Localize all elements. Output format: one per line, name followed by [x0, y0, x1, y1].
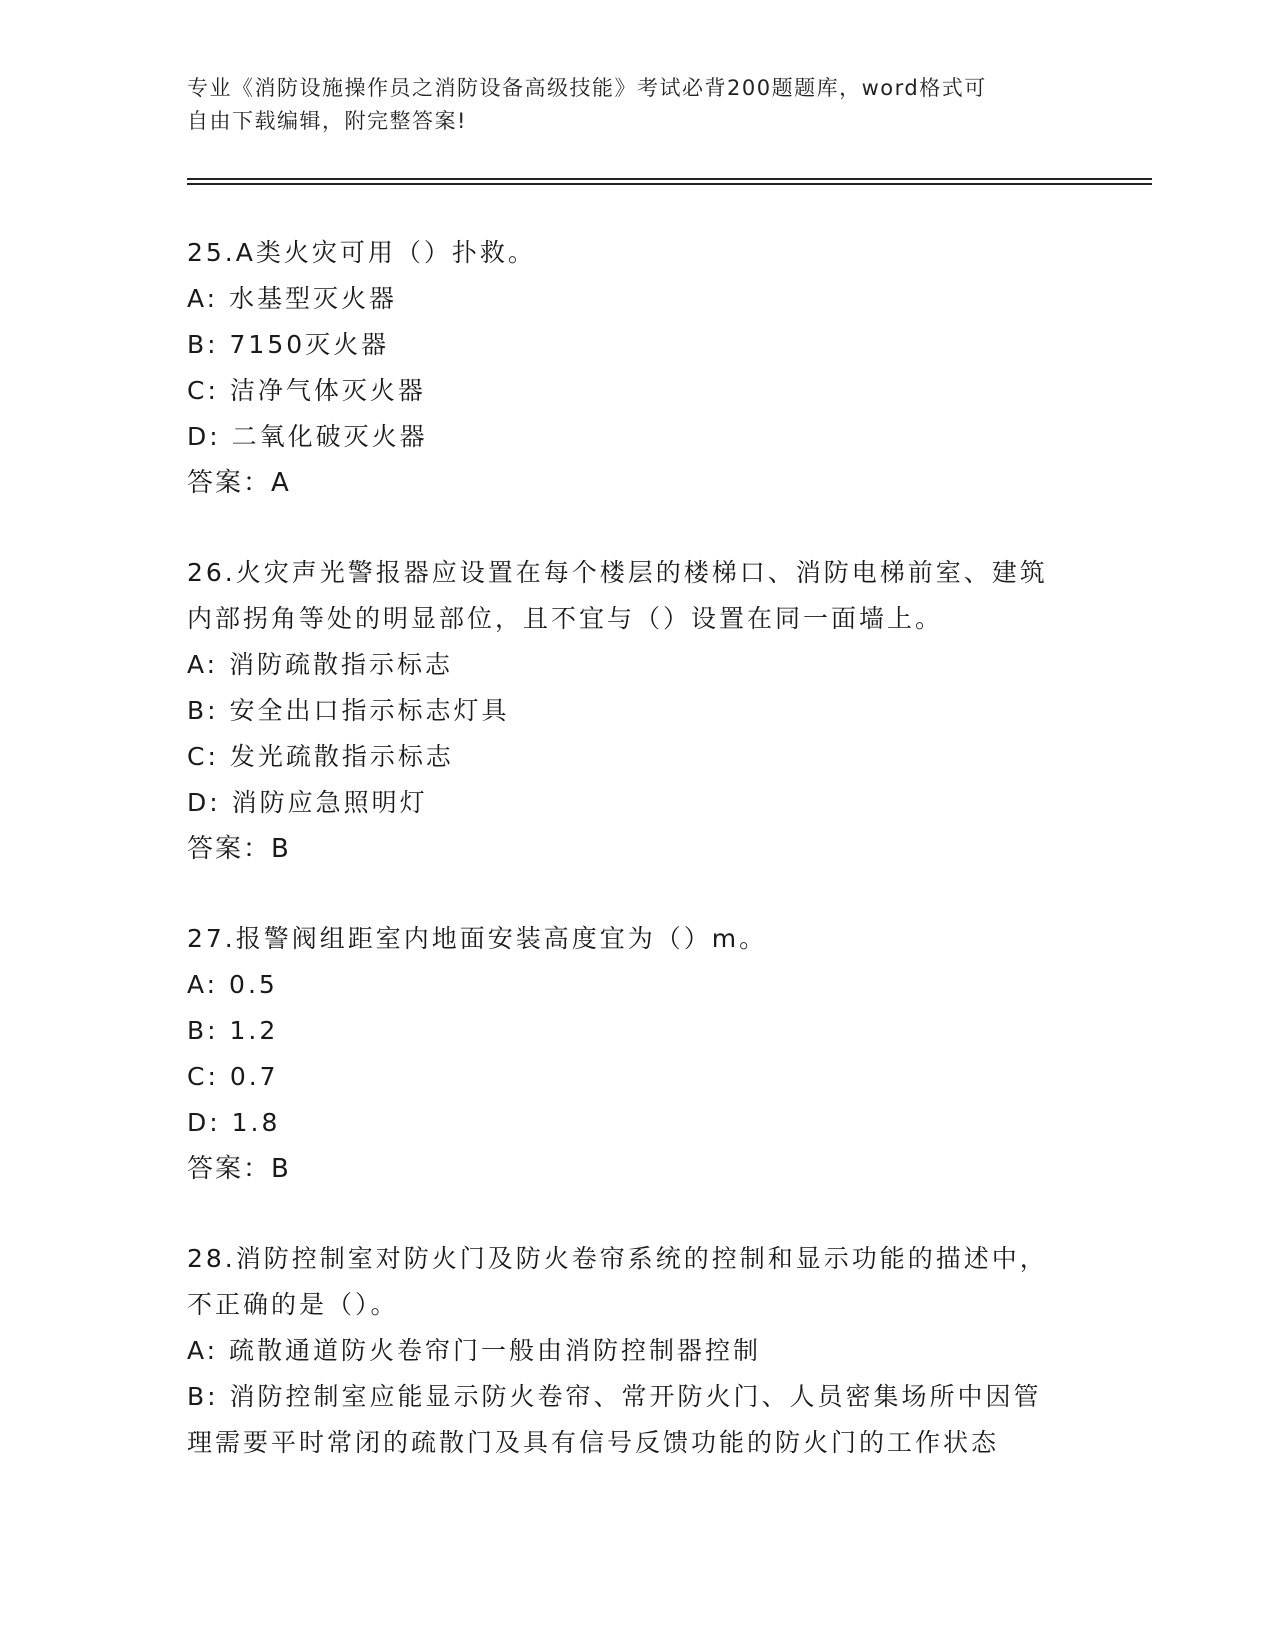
- answer-option: C: 发光疏散指示标志: [187, 742, 454, 771]
- answer-option: A: 水基型灭火器: [187, 284, 398, 313]
- answer-option: C: 0.7: [187, 1062, 279, 1091]
- question-stem: 不正确的是（）。: [187, 1290, 399, 1319]
- question-block: [187, 1236, 1087, 1466]
- header-line-2: 自由下载编辑，附完整答案!: [187, 109, 467, 133]
- answer-option: A: 0.5: [187, 970, 278, 999]
- answer-option: D: 1.8: [187, 1108, 281, 1137]
- question-stem: 27.报警阀组距室内地面安装高度宜为（）m。: [187, 924, 768, 953]
- question-block: [187, 230, 1087, 506]
- question-stem: 28.消防控制室对防火门及防火卷帘系统的控制和显示功能的描述中，: [187, 1244, 1048, 1273]
- answer-option: A: 疏散通道防火卷帘门一般由消防控制器控制: [187, 1336, 762, 1365]
- answer-option: A: 消防疏散指示标志: [187, 650, 454, 679]
- answer-option: B: 安全出口指示标志灯具: [187, 696, 510, 725]
- question-stem: 25.A类火灾可用（）扑救。: [187, 238, 536, 267]
- answer-key: 答案：A: [187, 468, 291, 498]
- header-line-1: 专业《消防设施操作员之消防设备高级技能》考试必背200题题库，word格式可: [187, 76, 987, 100]
- answer-option: 理需要平时常闭的疏散门及具有信号反馈功能的防火门的工作状态: [187, 1428, 1000, 1457]
- question-block: [187, 916, 1087, 1192]
- answer-option: C: 洁净气体灭火器: [187, 376, 426, 405]
- question-list: [187, 230, 1087, 1510]
- question-block: [187, 550, 1087, 872]
- answer-option: B: 消防控制室应能显示防火卷帘、常开防火门、人员密集场所中因管: [187, 1382, 1042, 1411]
- answer-option: B: 1.2: [187, 1016, 279, 1045]
- answer-key: 答案：B: [187, 834, 291, 864]
- answer-key: 答案：B: [187, 1154, 291, 1184]
- question-stem: 内部拐角等处的明显部位，且不宜与（）设置在同一面墙上。: [187, 604, 944, 633]
- header-divider-top: [187, 178, 1152, 180]
- answer-option: B: 7150灭火器: [187, 330, 390, 359]
- document-header: [187, 72, 1067, 138]
- header-divider-bottom: [187, 183, 1152, 185]
- answer-option: D: 二氧化破灭火器: [187, 422, 428, 451]
- answer-option: D: 消防应急照明灯: [187, 788, 428, 817]
- question-stem: 26.火灾声光警报器应设置在每个楼层的楼梯口、消防电梯前室、建筑: [187, 558, 1048, 587]
